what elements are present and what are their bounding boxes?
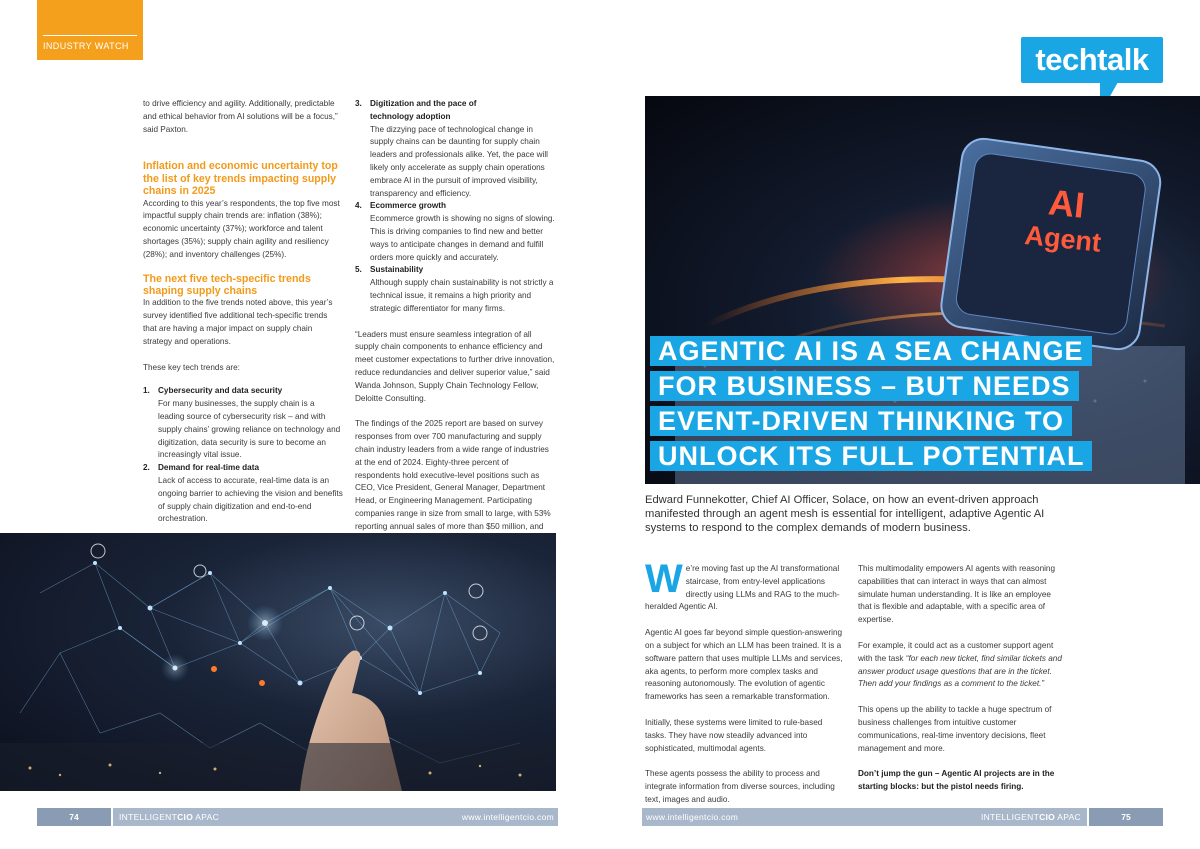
jump-gun-subhead: Don’t jump the gun – Agentic AI projects are in the starting blocks: but the pistol needs firing. — [858, 769, 1055, 792]
list-number: 5. — [355, 265, 362, 275]
techtalk-logo — [1021, 37, 1163, 83]
list-title: Ecommerce growth — [370, 201, 446, 211]
spectrum-paragraph: This opens up the ability to tackle a huge spectrum of business challenges from intuitive customer communications, real-time inventory decisions, fleet management and more. — [858, 705, 1052, 753]
intro-paragraph: to drive efficiency and agility. Additionally, predictable and ethical behavior from AI solutions will be a focus,” said Paxton. — [143, 99, 338, 134]
footer — [0, 808, 1200, 826]
network-hand-photo — [0, 533, 556, 791]
logo-text: techtalk — [1035, 42, 1149, 77]
list-text: Although supply chain sustainability is not strictly a technical issue, it remains a high priority and strategic differentiator for many firms. — [370, 278, 554, 313]
list-item — [143, 385, 343, 462]
rule-based-paragraph: Initially, these systems were limited to rule-based tasks. They have now steadily advanced into sophisticated, multimodal agents. — [645, 717, 823, 753]
chip-label-agent: Agent — [1023, 219, 1103, 258]
list-title: Demand for real-time data — [158, 463, 260, 473]
opening-paragraph — [645, 557, 845, 614]
johnson-quote: “Leaders must ensure seamless integration of all supply chain components to enhance efficiency and meet customer expectations to further drive innovation, reduce redundancies and deliver superior value,” said Wanda Johnson, Supply Chain Technology Fellow, Deloitte Consulting. — [355, 329, 555, 403]
survey-paragraph: In addition to the five trends noted above, this year’s survey identified five additional tech-specific trends that are having a major impact on supply chain strategy and operations. — [143, 298, 333, 346]
subheading-inflation: Inflation and economic uncertainty top the list of key trends impacting supply chains in 2025 — [143, 160, 338, 198]
list-text: For many businesses, the supply chain is a leading source of cybersecurity risk – and with supply chains’ growing reliance on technology and digitization, data security is sure to become an increasingly vital issue. — [158, 399, 341, 460]
left-page-number: 74 — [37, 808, 111, 826]
list-number: 2. — [143, 463, 150, 473]
headline-line-2: FOR BUSINESS – BUT NEEDS — [650, 371, 1079, 401]
right-url: www.intelligentcio.com — [646, 812, 739, 822]
headline-line-1: AGENTIC AI IS A SEA CHANGE — [650, 336, 1092, 366]
list-text: Ecommerce growth is showing no signs of slowing. This is driving companies to find new and better ways to anticipate changes in demand and fulfill orders more quickly and accurately. — [370, 214, 555, 262]
section-tab — [37, 0, 143, 60]
left-column-1 — [143, 98, 343, 526]
multimodality-paragraph: This multimodality empowers AI agents with reasoning capabilities that can interact in ways that can almost simulate human understanding. It is like an employee that is flexible and adaptable, with a specific area of expertise. — [858, 564, 1056, 625]
opening-text: e’re moving fast up the AI transformational staircase, from entry-level applications directly using LLMs and RAG to the much-heralded Agentic AI. — [645, 564, 840, 612]
agentic-paragraph: Agentic AI goes far beyond simple question-answering on a subject for which an LLM has been trained. It is a software pattern that uses multiple LLMs and services, aka agents, to perform more complex tasks and reasoning autonomously. The evolution of agentic frameworks has seen a remarkable transformation. — [645, 628, 843, 702]
trends-paragraph: According to this year’s respondents, the top five most impactful supply chain trends are: inflation (38%); economic uncertainty (37%); workforce and talent shortages (35%); supply chain agility and resiliency (28%); and inventory challenges (25%). — [143, 198, 340, 259]
network-illustration — [0, 533, 556, 791]
brand-bold: CIO — [1039, 812, 1056, 822]
brand-pre: INTELLIGENT — [119, 812, 178, 822]
multimodal-paragraph: These agents possess the ability to process and integrate information from diverse sources, including text, images and audio. — [645, 769, 835, 804]
list-number: 4. — [355, 201, 362, 211]
left-url: www.intelligentcio.com — [461, 812, 554, 822]
example-text: For example, it could act as a customer support agent with the task — [858, 640, 1054, 663]
list-number: 3. — [355, 99, 362, 108]
list-title: Cybersecurity and data security — [158, 386, 283, 396]
right-column-1 — [645, 557, 845, 807]
list-title: Sustainability — [370, 265, 424, 275]
list-title: Digitization and the pace of technology adoption — [370, 99, 477, 121]
findings-paragraph — [355, 418, 555, 546]
example-paragraph — [858, 640, 1063, 691]
right-brand — [981, 808, 1081, 826]
brand-pre: INTELLIGENT — [980, 812, 1040, 822]
list-item — [355, 200, 555, 264]
example-quote: “for each new ticket, find similar tickets and answer product usage questions that are in the ticket. Then add your findings as a comment to the ticket.” — [858, 653, 1062, 689]
findings-text: The findings of the 2025 report are based on survey responses from over 700 manufacturing and supply chain industry leaders from a wide range of industries at the end of 2024. Eighty-three percent of respondents hold executive-level positions such as CEO, Vice President, General Manager, Department Head, or Engineering Management. Participating companies range in size from small to large, with 53% reporting annual sales of more than $50 million, and — [355, 419, 551, 531]
subheading-tech-trends: The next five tech-specific trends shaping supply chains — [143, 272, 311, 297]
brand-bold: CIO — [177, 812, 194, 822]
list-item — [355, 98, 555, 200]
headline-line-4: UNLOCK ITS FULL POTENTIAL — [650, 441, 1092, 471]
dropcap: W — [645, 557, 683, 601]
tab-divider — [43, 35, 137, 36]
left-column-2 — [355, 98, 555, 546]
right-footer-bar — [642, 808, 1087, 826]
right-column-2 — [858, 563, 1063, 794]
brand-post: APAC — [193, 812, 220, 822]
standfirst: Edward Funnekotter, Chief AI Officer, Solace, on how an event-driven approach manifested through an agent mesh is essential for intelligent, adaptive Agentic AI systems to respond to the complex demands of modern business. — [645, 494, 1045, 534]
left-footer-bar — [113, 808, 558, 826]
list-item — [143, 462, 343, 526]
section-label: INDUSTRY WATCH — [43, 41, 129, 51]
key-trends-intro: These key tech trends are: — [143, 362, 240, 372]
headline-line-3: EVENT-DRIVEN THINKING TO — [650, 406, 1072, 436]
list-number: 1. — [143, 386, 150, 396]
list-text: Lack of access to accurate, real-time data is an ongoing barrier to achieving the vision and benefits of supply chain digitization and end-to-end orchestration. — [158, 475, 343, 524]
left-brand — [119, 808, 219, 826]
right-page-number: 75 — [1089, 808, 1163, 826]
list-text: The dizzying pace of technological change in supply chains can be daunting for supply chain leaders and professionals alike. Yet, the pace will likely only accelerate as supply chain operations embrace AI in the pursuit of improved visibility, transparency and efficiency. — [370, 124, 548, 198]
list-item — [355, 264, 555, 315]
brand-post: APAC — [1055, 812, 1081, 822]
chip-label-ai: AI — [1046, 181, 1087, 226]
